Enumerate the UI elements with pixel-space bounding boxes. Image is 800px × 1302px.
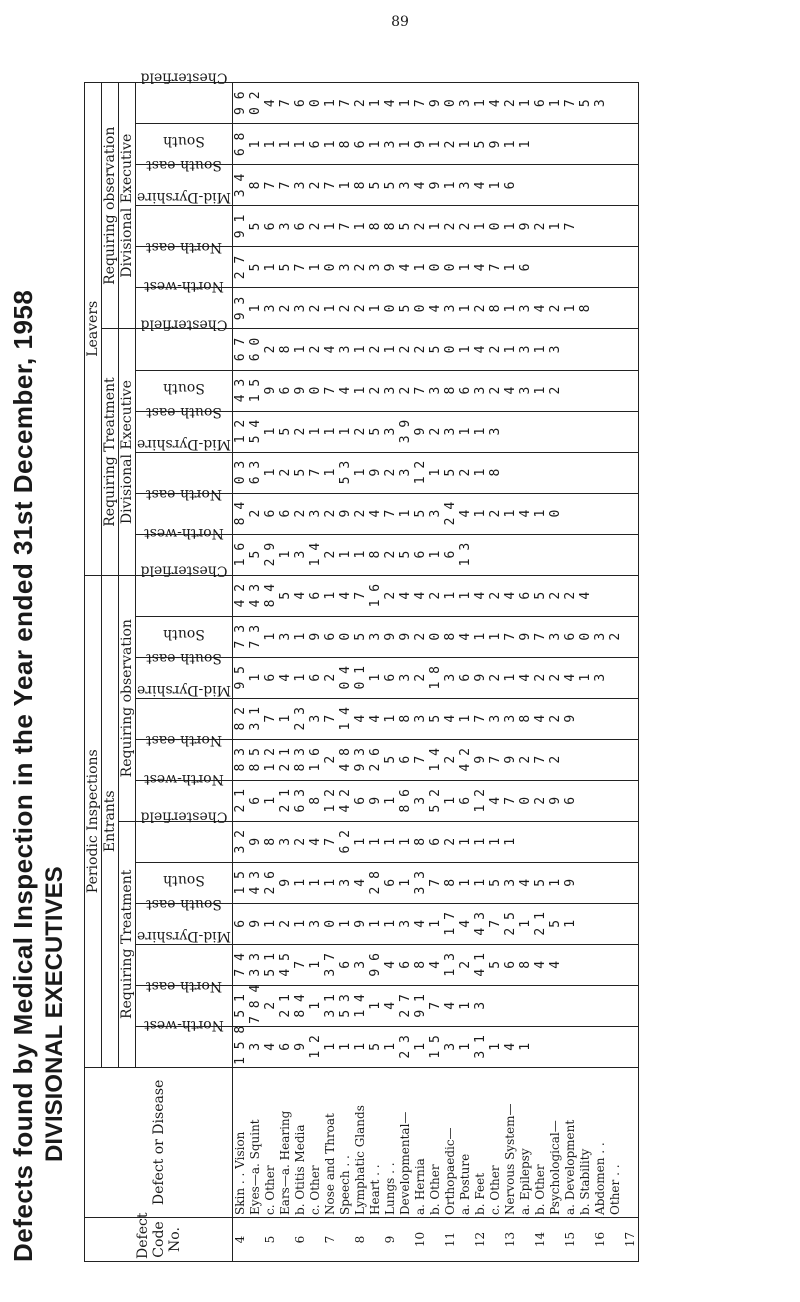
division-label: Mid-Dyrshire — [137, 927, 231, 944]
division-label: North-east — [145, 977, 223, 994]
division-label: North-west — [144, 524, 224, 541]
division-label: South-east — [146, 895, 222, 912]
defects-table — [84, 69, 639, 1262]
division-label: North-east — [145, 239, 223, 256]
defect-label-cell: Skin . . Vision Eyes—a. Squint c. Other Ears—a. Hearing b. Otitis Media c. Other Nose and Throat Speech . . Lymphatic Glands Heart . . Lungs . . Developmental— a. Hernia b. Other Orthopaedic— a. Posture b. Feet c. Other Nervous System— a. Epilepsy b. Other Psychological— a. Development b. Stability Abdomen . . Other . . — [233, 1067, 639, 1217]
value-column-leavers-treatment-north-east: 8 4 2 6 6 2 3 2 9 2 4 7 1 5 3 2 4 4 1 2 1 4 1 0 — [233, 493, 639, 534]
value-column-leavers-treatment-south: 4 3 1 5 9 6 9 0 7 4 1 2 3 2 7 3 8 6 3 2 4 3 1 2 — [233, 370, 639, 411]
division-label: South-east — [146, 157, 222, 174]
value-column-entrants-treatment-mid-dyrshire: 7 4 3 3 5 1 4 5 7 1 3 7 6 3 9 6 4 6 8 4 1 3 2 4 1 5 6 8 4 4 — [233, 944, 639, 985]
value-column-entrants-observation-north-west: 2 1 6 1 2 1 6 3 8 1 2 4 2 6 9 1 8 6 3 5 2 1 6 1 2 4 7 0 2 9 6 — [233, 780, 639, 821]
division-header — [136, 808, 233, 862]
table-body-row — [233, 83, 639, 1262]
page-number: 89 — [391, 14, 409, 30]
value-column-leavers-observation-south: 6 8 1 1 1 1 6 1 8 6 1 3 1 9 1 2 1 5 9 1 1 — [233, 124, 639, 165]
entrants-treatment-header: Requiring Treatment — [119, 821, 136, 1067]
division-header — [136, 316, 233, 370]
value-column-leavers-treatment-chesterfield: 6 7 6 0 2 8 1 2 4 3 1 2 1 2 2 5 0 1 4 2 1 3 1 3 — [233, 329, 639, 370]
division-label: Chesterfield — [140, 69, 228, 86]
division-label: Chesterfield — [140, 808, 228, 825]
division-label: South-east — [146, 649, 222, 666]
periodic-header: Periodic Inspections — [85, 575, 102, 1067]
value-column-leavers-treatment-north-west: 1 6 5 2 9 1 3 1 4 2 1 1 8 2 5 6 1 6 1 3 — [233, 534, 639, 575]
divisional-executive-header: Divisional Executive — [119, 329, 136, 575]
value-column-entrants-treatment-north-west: 1 5 8 3 4 6 9 1 2 1 1 1 5 1 2 3 1 1 5 3 1 3 1 1 4 1 — [233, 1026, 639, 1067]
divisional-executive-header: Divisional Executive — [119, 83, 136, 330]
titles — [8, 122, 69, 1262]
value-column-entrants-observation-south: 7 3 7 3 1 3 1 9 6 0 5 3 9 9 2 0 8 4 1 1 7 9 7 3 6 0 3 2 — [233, 616, 639, 657]
value-column-entrants-observation-north-east: 8 3 8 5 1 2 2 1 8 3 1 6 2 4 8 9 3 2 6 5 6 7 1 4 2 4 2 9 7 9 2 7 2 — [233, 739, 639, 780]
division-label: North-west — [144, 770, 224, 787]
value-column-entrants-treatment-south: 1 5 4 3 2 6 9 1 1 1 3 4 2 8 6 1 3 3 7 8 1 1 5 3 4 5 1 9 — [233, 862, 639, 903]
value-column-entrants-treatment-south-east: 6 9 1 2 1 3 0 1 9 1 1 3 4 1 1 7 4 4 3 7 2 5 1 2 1 5 1 — [233, 903, 639, 944]
division-label: South-east — [146, 403, 222, 420]
division-label: Chesterfield — [140, 316, 228, 333]
division-label: Mid-Dyrshire — [137, 435, 231, 452]
division-label: North-east — [145, 485, 223, 502]
defect-header: Defect or Disease — [85, 1067, 233, 1217]
division-label: North-west — [144, 278, 224, 295]
entrants-observation-header: Requiring observation — [119, 575, 136, 821]
value-column-leavers-treatment-mid-dyrshire: 0 3 6 3 1 2 5 7 1 5 3 1 9 2 3 1 2 1 5 2 1 8 — [233, 452, 639, 493]
division-label: South — [163, 871, 205, 888]
division-label: South — [163, 133, 205, 150]
value-column-leavers-observation-chesterfield: 9 6 0 2 4 7 6 0 1 7 2 1 4 1 7 9 0 3 1 4 2 1 6 1 7 5 3 — [233, 83, 639, 124]
code-cell: 4 5 6 7 8 9 10 11 12 13 14 15 16 17 — [233, 1217, 639, 1261]
division-header — [136, 69, 233, 124]
leavers-header: Leavers — [85, 83, 102, 576]
value-column-leavers-observation-south-east: 3 4 8 7 7 3 2 7 1 8 5 5 3 4 9 1 3 4 1 6 — [233, 165, 639, 206]
division-label: North-east — [145, 731, 223, 748]
value-column-leavers-treatment-south-east: 1 2 5 4 1 5 2 1 1 1 2 5 3 3 9 9 2 3 1 1 3 — [233, 411, 639, 452]
value-column-entrants-treatment-chesterfield: 3 2 9 8 3 2 4 7 6 2 1 1 1 1 8 6 2 1 1 1 1 — [233, 821, 639, 862]
value-column-entrants-observation-south-east: 9 5 1 6 4 1 6 2 0 4 0 1 1 6 3 2 1 8 3 6 9 2 1 4 2 2 4 1 3 — [233, 657, 639, 698]
division-label: Chesterfield — [140, 562, 228, 579]
division-label: South — [163, 625, 205, 642]
value-column-entrants-treatment-north-east: 5 1 7 8 4 2 2 1 8 4 1 3 1 5 3 1 4 1 4 2 7 9 1 7 4 1 3 — [233, 985, 639, 1026]
leavers-observation-header: Requiring observation — [102, 83, 119, 330]
value-column-entrants-observation-chesterfield: 4 2 4 3 8 4 5 4 6 1 4 7 1 6 2 4 4 2 1 1 4 2 4 6 5 2 2 4 — [233, 575, 639, 616]
value-column-entrants-observation-mid-dyrshire: 8 2 3 1 7 1 2 3 3 7 1 4 4 4 1 8 3 5 4 1 7 3 3 8 4 2 9 — [233, 698, 639, 739]
code-header: Defect Code No. — [85, 1217, 233, 1261]
division-label: Mid-Dyrshire — [137, 681, 231, 698]
value-column-leavers-observation-north-west: 9 3 1 3 2 3 2 1 2 2 1 0 5 0 4 3 1 2 8 1 3 4 2 1 8 — [233, 288, 639, 329]
page-subtitle: DIVISIONAL EXECUTIVES — [41, 866, 68, 1162]
division-label: North-west — [144, 1016, 224, 1033]
division-label: South — [163, 379, 205, 396]
leavers-treatment-header: Requiring Treatment — [102, 329, 119, 575]
division-label: Mid-Dyrshire — [137, 189, 231, 206]
value-column-leavers-observation-north-east: 2 7 5 1 5 7 1 0 3 2 3 9 4 1 0 0 1 4 7 1 6 — [233, 247, 639, 288]
division-header — [136, 1016, 233, 1067]
page-title: Defects found by Medical Inspection in the Year ended 31st December, 1958 — [8, 289, 38, 1262]
entrants-header: Entrants — [102, 575, 119, 1067]
division-header — [136, 562, 233, 616]
value-column-leavers-observation-mid-dyrshire: 9 1 5 6 3 6 2 1 7 1 8 8 5 2 1 2 2 1 0 1 9 2 1 7 — [233, 206, 639, 247]
